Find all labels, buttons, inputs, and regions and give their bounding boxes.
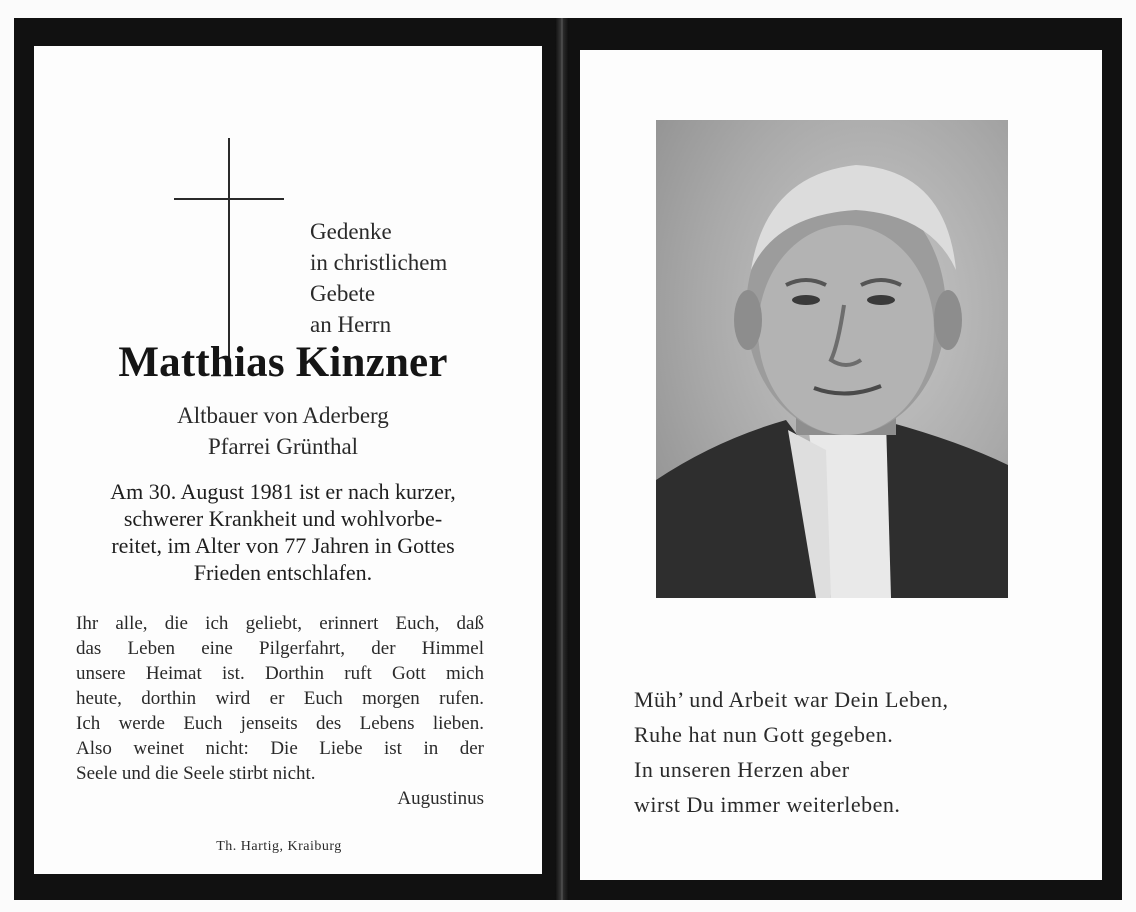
quote-author: Augustinus — [397, 788, 484, 809]
portrait-illustration — [656, 120, 1008, 598]
death-announcement — [14, 478, 552, 586]
quote-line: Seele und die Seele stirbt nicht. — [76, 763, 316, 784]
quote-line: unsere Heimat ist. Dorthin ruft Gott mich — [76, 663, 484, 684]
printer-credit: Th. Hartig, Kraiburg — [216, 839, 342, 854]
quote-line: Ihr alle, die ich geliebt, erinnert Euch, daß — [76, 613, 484, 634]
cross-icon-bar — [174, 198, 284, 200]
invocation-line: in christlichem — [310, 250, 448, 275]
deceased-name: Matthias Kinzner — [118, 339, 448, 386]
subtitle-occupation: Altbauer von Aderberg — [177, 403, 389, 428]
poem-line: Ruhe hat nun Gott gegeben. — [634, 722, 894, 747]
poem-line: wirst Du immer weiterleben. — [634, 792, 901, 817]
invocation-line: an Herrn — [310, 312, 392, 337]
quote-line: das Leben eine Pilgerfahrt, der Himmel — [76, 638, 484, 659]
quote-line: heute, dorthin wird er Euch morgen rufen. — [76, 688, 484, 709]
poem-line: In unseren Herzen aber — [634, 757, 850, 782]
invocation-line: Gedenke — [310, 219, 392, 244]
poem-line: Müh’ und Arbeit war Dein Leben, — [634, 687, 949, 712]
quote-line: Ich werde Euch jenseits des Lebens lieben. — [76, 713, 484, 734]
announcement-line: reitet, im Alter von 77 Jahren in Gottes — [111, 533, 455, 558]
invocation-text — [310, 216, 447, 340]
cross-icon — [228, 138, 230, 358]
announcement-line: Frieden entschlafen. — [193, 560, 373, 585]
card-fold — [555, 18, 569, 900]
announcement-line: schwerer Krankheit und wohlvorbe- — [123, 506, 443, 531]
subtitle — [14, 400, 552, 462]
portrait-photo — [656, 120, 1008, 598]
quote-line: Also weinet nicht: Die Liebe ist in der — [76, 738, 484, 759]
subtitle-parish: Pfarrei Grünthal — [207, 434, 359, 459]
quote-text — [76, 611, 484, 786]
invocation-line: Gebete — [310, 281, 376, 306]
announcement-line: Am 30. August 1981 ist er nach kurzer, — [110, 479, 456, 504]
poem-text — [634, 682, 948, 822]
memorial-card — [14, 18, 1122, 900]
